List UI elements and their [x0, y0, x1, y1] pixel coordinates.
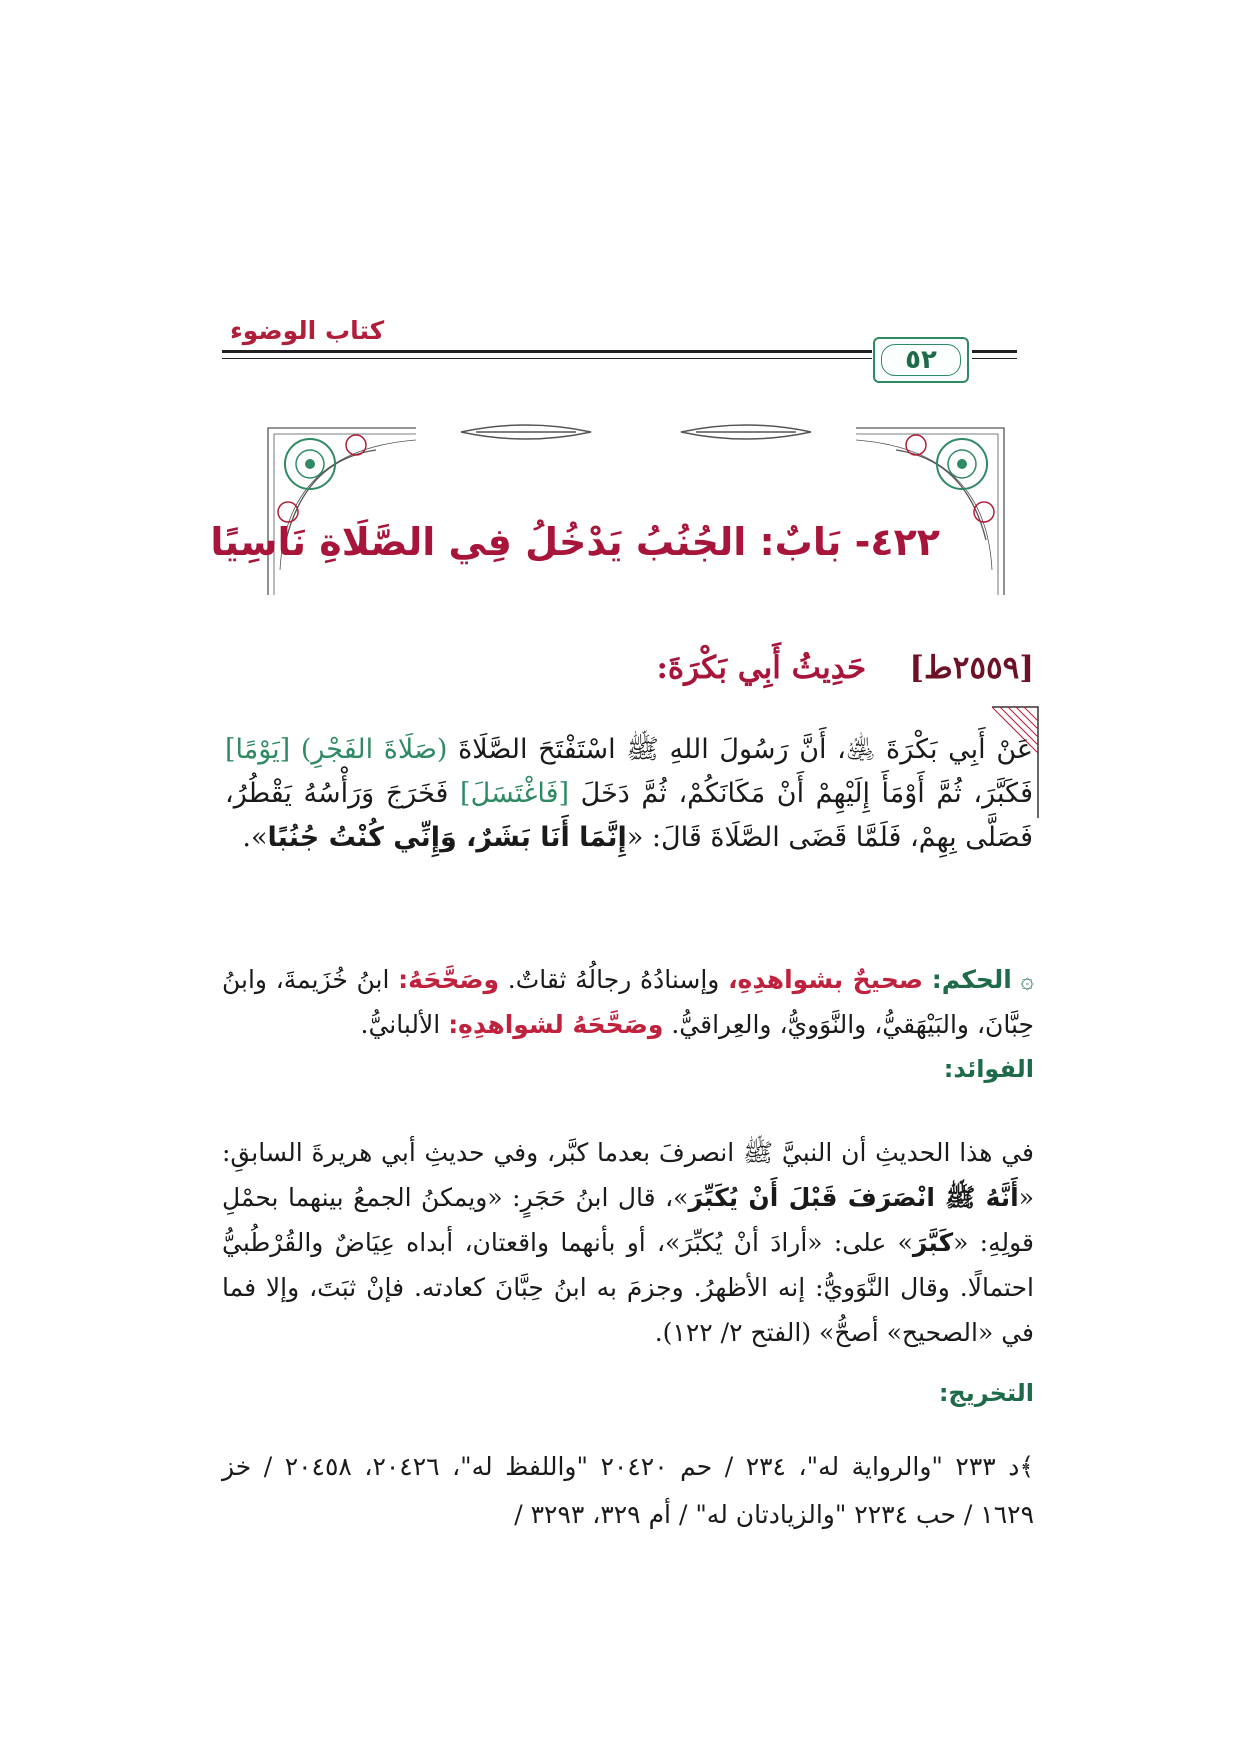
prophet-quote: إِنَّمَا أَنَا بَشَرٌ، وَإِنِّي كُنْتُ جُنُبًا	[267, 822, 627, 853]
benefits-quote-1: أَنَّهُ ﷺ انْصَرَفَ قَبْلَ أَنْ يُكَبِّرَ	[688, 1183, 1019, 1212]
right-corner-ornament-icon	[856, 428, 1004, 595]
ruling-paragraph: ۞ الحكم: صحيحٌ بشواهدِهِ، وإسنادُهُ رجالُهُ ثقاتٌ. وصَحَّحَهُ: ابنُ خُزَيمةَ، وابنُ حِبَّانَ، والبَيْهَقيُّ، والنَّوَويُّ، والعِراقيُّ. وصَحَّحَهُ لشواهدِهِ: الألبانيُّ.	[222, 965, 1035, 1039]
hadith-insert-2: [فَاغْتَسَلَ]	[460, 778, 570, 809]
page-number-badge	[873, 337, 969, 383]
header-rule-bottom	[222, 358, 872, 359]
hadith-text: عَنْ أَبِي بَكْرَةَ ﵁، أَنَّ رَسُولَ اللهِ ﷺ اسْتَفْتَحَ الصَّلَاةَ (صَلَاةَ الفَجْرِ) [يَوْمًا] فَكَبَّرَ، ثُمَّ أَوْمَأَ إِلَيْهِمْ أَنْ مَكَانَكُمْ، ثُمَّ دَخَلَ [فَاغْتَسَلَ] فَخَرَجَ وَرَأْسُهُ يَقْطُرُ، فَصَلَّى بِهِمْ، فَلَمَّا قَضَى الصَّلَاةَ قَالَ: «إِنَّمَا أَنَا بَشَرٌ، وَإِنِّي كُنْتُ جُنُبًا».	[225, 734, 1033, 853]
chapter-title: ٤٢٢- بَابٌ: الجُنُبُ يَدْخُلُ فِي الصَّلَاةِ نَاسِيًا	[210, 520, 940, 564]
left-corner-ornament-icon	[268, 428, 416, 595]
hadith-insert-1: (صَلَاةَ الفَجْرِ) [يَوْمًا]	[225, 734, 448, 765]
chapter-ornament-frame	[210, 420, 1006, 595]
benefits-paragraph: في هذا الحديثِ أن النبيَّ ﷺ انصرفَ بعدما كبَّر، وفي حديثِ أبي هريرةَ السابقِ: «أَنَّهُ ﷺ انْصَرَفَ قَبْلَ أَنْ يُكَبِّرَ»، قال ابنُ حَجَرٍ: «ويمكنُ الجمعُ بينهما بحمْلِ قولِهِ: «كَبَّرَ» على: «أرادَ أنْ يُكبِّرَ»، أو بأنهما واقعتان، أبداه عِيَاضٌ والقُرْطُبيُّ احتمالًا. وقال النَّوَويُّ: إنه الأظهرُ. وجزمَ به ابنُ حِبَّانَ كعادته. فإنْ ثبَتَ، وإلا فما في «الصحيح» أصحُّ» (الفتح ٢/ ١٢٢).	[222, 1138, 1035, 1347]
ruling-label: الحكم:	[931, 965, 1012, 994]
takhrij-heading: التخريج:	[938, 1379, 1034, 1407]
header-rule-right-top	[972, 350, 1017, 353]
benefits-heading: الفوائد:	[943, 1055, 1034, 1083]
ruling-grade: صحيحٌ بشواهدِهِ،	[728, 965, 924, 994]
page-number: ٥٢	[881, 344, 961, 376]
running-title: كتاب الوضوء	[230, 316, 385, 345]
header-rule-top	[222, 350, 872, 353]
hadith-number: [٢٥٥٩ط]	[909, 650, 1034, 686]
takhrij-paragraph: ﴾د ٢٣٣ "والرواية له"، ٢٣٤ / حم ٢٠٤٢٠ "واللفظ له"، ٢٠٤٢٦، ٢٠٤٥٨ / خز ١٦٢٩ / حب ٢٢٣٤ "والزيادتان له" / أم ٣٢٩، ٣٢٩٣ /	[222, 1452, 1035, 1529]
authenticators-witness-label: وصَحَّحَهُ لشواهدِهِ:	[448, 1010, 664, 1039]
benefits-quote-2: كَبَّرَ	[912, 1228, 954, 1257]
authenticators-label: وصَحَّحَهُ:	[398, 965, 500, 994]
cartouche-ornament-icon	[461, 425, 811, 439]
hadith-heading	[300, 650, 1034, 686]
hadith-heading-text: حَدِيثُ أَبِي بَكْرَةَ:	[656, 650, 867, 686]
flower-icon: ۞	[1020, 968, 1035, 994]
header-rule-right-bottom	[972, 358, 1017, 359]
